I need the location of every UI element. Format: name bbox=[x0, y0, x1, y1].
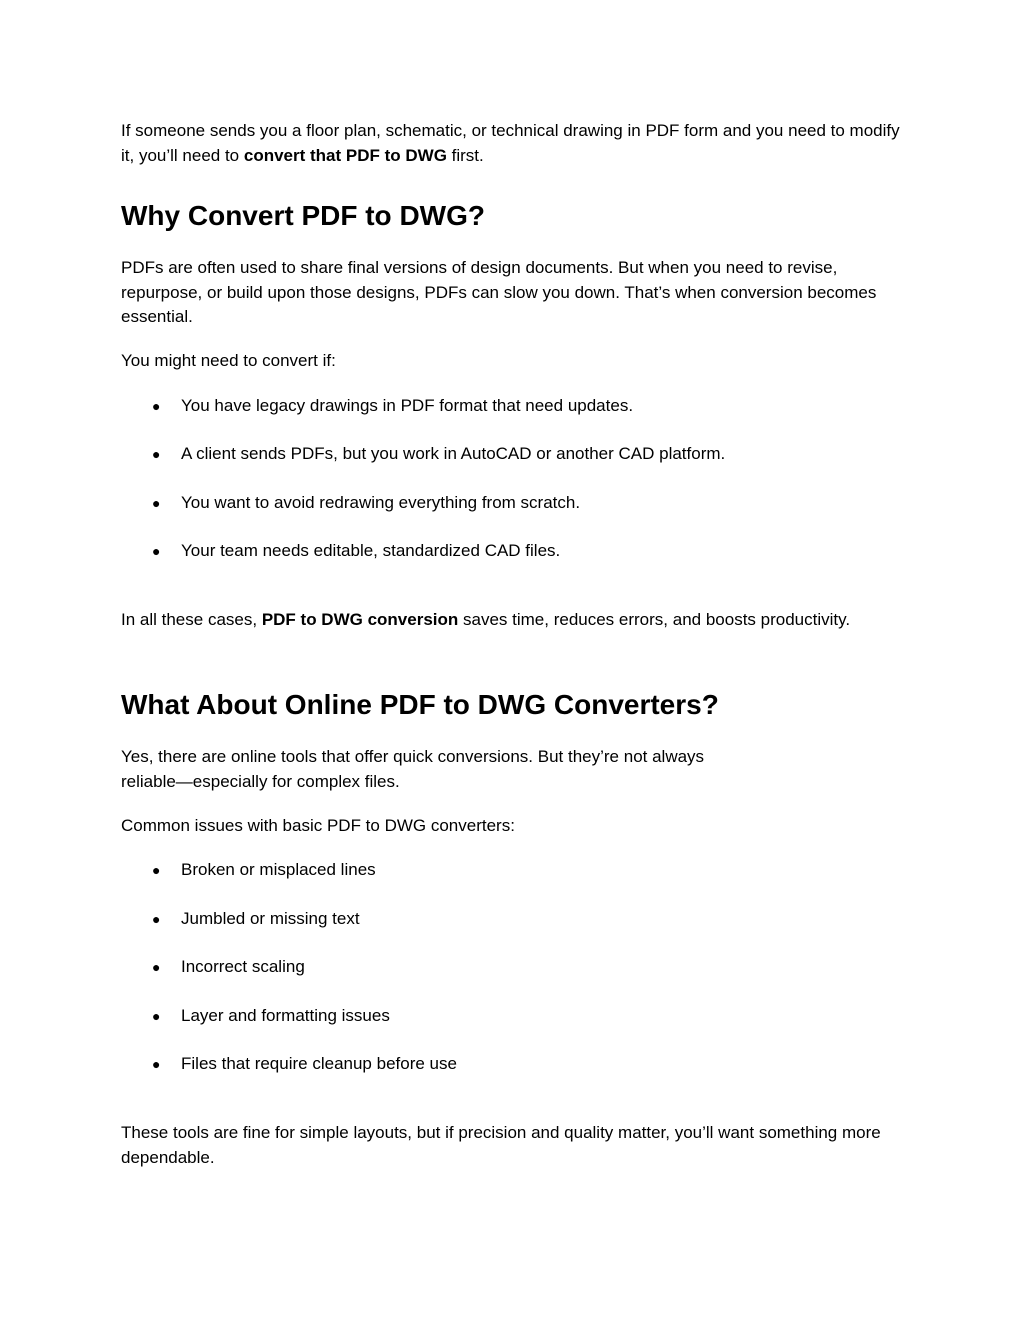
section2-list-intro: Common issues with basic PDF to DWG converters: bbox=[121, 816, 515, 835]
list-item-text: Jumbled or missing text bbox=[181, 909, 360, 928]
section-heading-why-convert: Why Convert PDF to DWG? bbox=[121, 200, 485, 231]
list-item-text: Your team needs editable, standardized CAD files. bbox=[181, 541, 561, 560]
section1-paragraph: PDFs are often used to share final versions of design documents. But when you need to revise, repurpose, or build upon those designs, PDFs can slow you down. That’s when conversion becomes essential. bbox=[121, 258, 877, 326]
list-item-text: Files that require cleanup before use bbox=[181, 1054, 457, 1073]
list-item-text: Broken or misplaced lines bbox=[181, 860, 376, 879]
closing-text: In all these cases, bbox=[121, 610, 262, 629]
bullet-icon: ● bbox=[152, 543, 161, 559]
intro-bold-text: convert that PDF to DWG bbox=[243, 145, 447, 165]
bullet-icon: ● bbox=[152, 1008, 161, 1024]
section1-closing-paragraph bbox=[121, 608, 911, 633]
bullet-icon: ● bbox=[152, 495, 161, 511]
list-item-text: Incorrect scaling bbox=[181, 957, 305, 976]
section2-closing-paragraph: These tools are fine for simple layouts, but if precision and quality matter, you’ll want something more dependable. bbox=[121, 1123, 881, 1167]
bullet-icon: ● bbox=[152, 911, 161, 927]
intro-text-end: first. bbox=[446, 145, 484, 165]
intro-text: If someone sends you a floor plan, schematic, or technical drawing in PDF form and you need to modify it, you’ll need to bbox=[121, 121, 900, 165]
closing-bold-text: PDF to DWG conversion bbox=[261, 610, 459, 629]
intro-paragraph bbox=[121, 119, 911, 168]
section2-paragraph bbox=[121, 745, 911, 794]
section2-paragraph-line1: Yes, there are online tools that offer quick conversions. But they’re not always bbox=[121, 747, 705, 766]
list-item-text: A client sends PDFs, but you work in AutoCAD or another CAD platform. bbox=[181, 444, 726, 463]
list-item-text: You have legacy drawings in PDF format that need updates. bbox=[181, 396, 634, 415]
section1-list-intro: You might need to convert if: bbox=[121, 351, 336, 370]
bullet-icon: ● bbox=[152, 446, 161, 462]
bullet-icon: ● bbox=[152, 959, 161, 975]
bullet-icon: ● bbox=[152, 1056, 161, 1072]
list-item-text: Layer and formatting issues bbox=[181, 1006, 390, 1025]
list-item-text: You want to avoid redrawing everything from scratch. bbox=[181, 493, 581, 512]
bullet-icon: ● bbox=[152, 862, 161, 878]
section2-paragraph-line2: reliable—especially for complex files. bbox=[121, 771, 400, 791]
bullet-icon: ● bbox=[152, 398, 161, 414]
section-heading-online-converters: What About Online PDF to DWG Converters? bbox=[121, 689, 719, 720]
closing-text-end: saves time, reduces errors, and boosts productivity. bbox=[458, 610, 851, 629]
